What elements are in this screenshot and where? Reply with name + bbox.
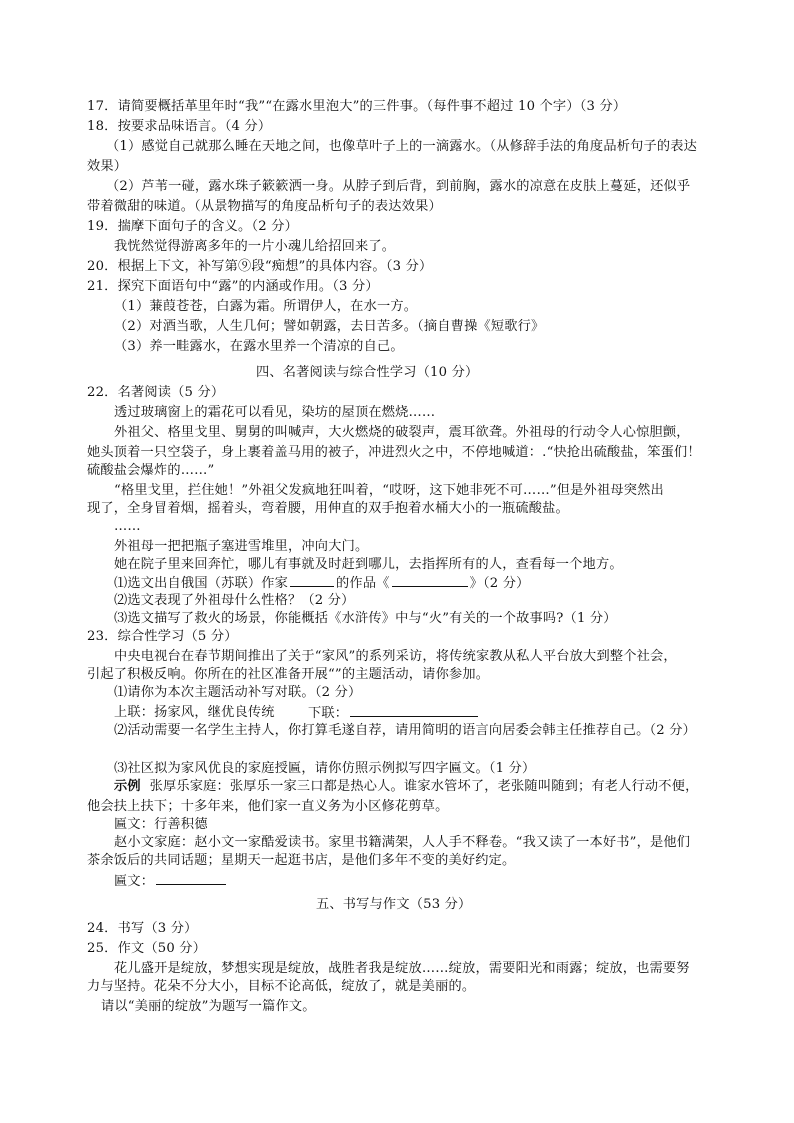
question-18-part1: （1）感觉自己就那么睡在天地之间，也像草叶子上的一滴露水。（从修辞手法的角度品析句子的表达: [106, 139, 698, 154]
passage-paragraph-5: 她在院子里来回奔忙，哪儿有事就及时赶到哪儿，去指挥所有的人，查看每一个地方。: [114, 557, 623, 572]
plaque-example: 匾文：行善积德: [114, 817, 208, 832]
couplet-upper: 上联：扬家风，继优良传统: [114, 705, 275, 720]
passage-paragraph-3: “格里戈里，拦住她！”外祖父发疯地狂叫着，“哎呀，这下她非死不可……”但是外祖母突然出: [114, 483, 664, 498]
couplet-answer-blank[interactable]: [350, 703, 478, 717]
example-text: 张厚乐家庭：张厚乐一家三口都是热心人。谁家水管坏了，老张随叫随到；有老人行动不便，: [149, 779, 699, 794]
couplet-lower-label: 下联：: [308, 706, 349, 721]
passage-ellipsis: ……: [114, 519, 141, 534]
essay-title-instruction: 请以“美丽的绽放”为题写一篇作文。: [101, 999, 316, 1014]
question-19-heading: 19．揣摩下面句子的含义。（2 分）: [87, 219, 298, 234]
question-23-sub1: ⑴请你为本次主题活动补写对联。（2 分）: [114, 685, 362, 700]
question-21-item2: （2）对酒当歌，人生几何；譬如朝露，去日苦多。（摘自曹操《短歌行》: [114, 319, 545, 334]
passage-paragraph-1: 透过玻璃窗上的霜花可以看见，染坊的屋顶在燃烧……: [114, 405, 436, 420]
question-22-heading: 22．名著阅读（5 分）: [87, 385, 225, 400]
zhao-family-text-cont: 茶余饭后的共同话题；星期天一起逛书店，是他们多年不变的美好约定。: [87, 853, 516, 868]
question-18-part2-cont: 带着微甜的味道。（从景物描写的角度品析句子的表达效果）: [87, 199, 442, 214]
essay-prompt: 花儿盛开是绽放，梦想实现是绽放，战胜者我是绽放……绽放，需要阳光和雨露；绽放，也需要努: [114, 961, 690, 976]
section-4-title: 四、名著阅读与综合性学习（10 分）: [256, 365, 479, 380]
question-23-sub2: ⑵活动需要一名学生主持人，你打算毛遂自荐，请用简明的语言向居委会韩主任推荐自己。（2 分）: [114, 723, 697, 738]
couplet-lower: [308, 703, 480, 722]
work-title-answer-blank[interactable]: [392, 573, 468, 587]
sub1-text-c: 》（2 分）: [469, 576, 530, 591]
sub1-text-a: ⑴选文出自俄国（苏联）作家: [114, 576, 289, 591]
passage-paragraph-2-end: 硫酸盐会爆炸的……”: [87, 463, 215, 478]
question-21-item3: （3）养一畦露水，在露水里养一个清凉的自己。: [114, 339, 404, 354]
essay-prompt-cont: 力与坚持。花朵不分大小，目标不论高低，绽放了，就是美丽的。: [87, 979, 476, 994]
question-19-sentence: 我恍然觉得游离多年的一片小魂儿给招回来了。: [114, 239, 396, 254]
passage-paragraph-2-cont: 她头顶着一只空袋子，身上裹着盖马用的被子，冲进烈火之中，不停地喊道：.“快抢出硫酸盐，笨蛋们！: [87, 445, 701, 460]
question-22-sub2: ⑵选文表现了外祖母什么性格？（2 分）: [114, 593, 355, 608]
plaque-answer: [114, 871, 228, 890]
passage-paragraph-4: 外祖母一把把瓶子塞进雪堆里，冲向大门。: [114, 539, 369, 554]
zhao-family-text: 赵小文家庭：赵小文一家酷爱读书。家里书籍满架，人人手不释卷。“我又读了一本好书”，是他们: [114, 835, 691, 850]
question-22-sub3: ⑶选文描写了救火的场景，你能概括《水浒传》中与“火”有关的一个故事吗?（1 分）: [114, 611, 617, 626]
question-18-part1-cont: 效果）: [87, 159, 128, 174]
question-24: 24．书写（3 分）: [87, 921, 198, 936]
question-23-sub3: ⑶社区拟为家风优良的家庭授匾，请你仿照示例拟写四字匾文。（1 分）: [114, 761, 536, 776]
example-line: [114, 777, 698, 796]
question-20: 20．根据上下文，补写第⑨段“痴想”的具体内容。（3 分）: [87, 259, 433, 274]
question-23-intro-cont: 引起了积极反响。你所在的社区准备开展“”的主题活动，请你参加。: [87, 667, 490, 682]
question-17: 17．请简要概括革里年时“我”“在露水里泡大”的三件事。（每件事不超过 10 个字）（3 分）: [87, 99, 627, 114]
question-18-heading: 18．按要求品味语言。（4 分）: [87, 119, 272, 134]
question-22-sub1: [114, 573, 530, 592]
example-label: 示例: [114, 779, 141, 794]
question-21-heading: 21．探究下面语句中“露”的内涵或作用。（3 分）: [87, 279, 379, 294]
plaque-answer-label: 匾文：: [114, 874, 155, 889]
question-23-intro: 中央电视台在春节期间推出了关于“家风”的系列采访，将传统家教从私人平台放大到整个社会，: [114, 649, 677, 664]
plaque-answer-blank[interactable]: [156, 871, 226, 885]
question-18-part2: （2）芦苇一碰，露水珠子簌簌洒一身。从脖子到后背，到前胸，露水的凉意在皮肤上蔓延，还似乎: [106, 179, 691, 194]
passage-paragraph-2: 外祖父、格里戈里、舅舅的叫喊声，大火燃烧的破裂声，震耳欲聋。外祖母的行动令人心惊胆颤，: [114, 425, 690, 440]
author-answer-blank[interactable]: [290, 573, 334, 587]
section-5-title: 五、书写与作文（53 分）: [316, 897, 472, 912]
question-25-heading: 25．作文（50 分）: [87, 941, 207, 956]
example-line-cont: 他会扶上扶下；十多年来，他们家一直义务为小区修花剪草。: [87, 799, 449, 814]
question-21-item1: （1）蒹葭苍苍，白露为霜。所谓伊人，在水一方。: [114, 299, 418, 314]
passage-paragraph-3-cont: 现了，全身冒着烟，摇着头，弯着腰，用伸直的双手抱着水桶大小的一瓶硫酸盐。: [87, 501, 569, 516]
question-23-heading: 23．综合性学习（5 分）: [87, 629, 238, 644]
sub1-text-b: 的作品《: [336, 576, 390, 591]
